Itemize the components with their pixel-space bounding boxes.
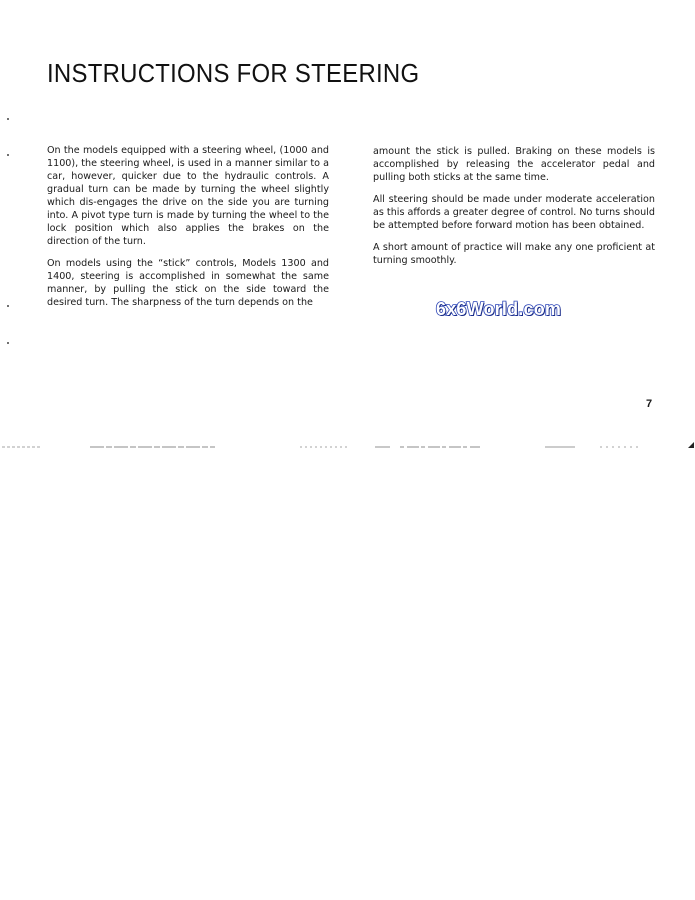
paragraph-practice: A short amount of practice will make any one proficient at turning smoothly. — [373, 242, 655, 266]
corner-mark — [688, 442, 694, 448]
scan-dot — [7, 305, 9, 307]
scan-dot — [7, 342, 9, 344]
page-title: INSTRUCTIONS FOR STEERING — [47, 58, 420, 88]
page-number: 7 — [646, 398, 653, 410]
paragraph-moderate-acceleration: All steering should be made under moderate acceleration as this affords a greater degree of control. No turns should be attempted before forward motion has been obtained. — [373, 194, 655, 231]
right-column — [373, 145, 655, 276]
scan-dot — [7, 118, 9, 120]
page-fold-line — [0, 445, 695, 449]
left-column — [47, 144, 329, 318]
paragraph-stick-controls: On models using the “stick” controls, Models 1300 and 1400, steering is accomplished in somewhat the same manner, by pulling the stick on the side toward the desired turn. The sharpness of the turn depends on the — [47, 258, 329, 308]
paragraph-steering-wheel: On the models equipped with a steering wheel, (1000 and 1100), the steering wheel, is used in a manner similar to a car, however, quicker due to the hydraulic controls. A gradual turn can be made by turning the wheel slightly which dis-engages the drive on the side you are turning into. A pivot type turn is made by turning the wheel to the lock position which also applies the brakes on the direction of the turn. — [47, 145, 329, 247]
scan-dot — [7, 154, 9, 156]
watermark-logo: 6x6World.com — [436, 299, 562, 319]
paragraph-braking: amount the stick is pulled. Braking on these models is accomplished by releasing the accelerator pedal and pulling both sticks at the same time. — [373, 146, 655, 183]
